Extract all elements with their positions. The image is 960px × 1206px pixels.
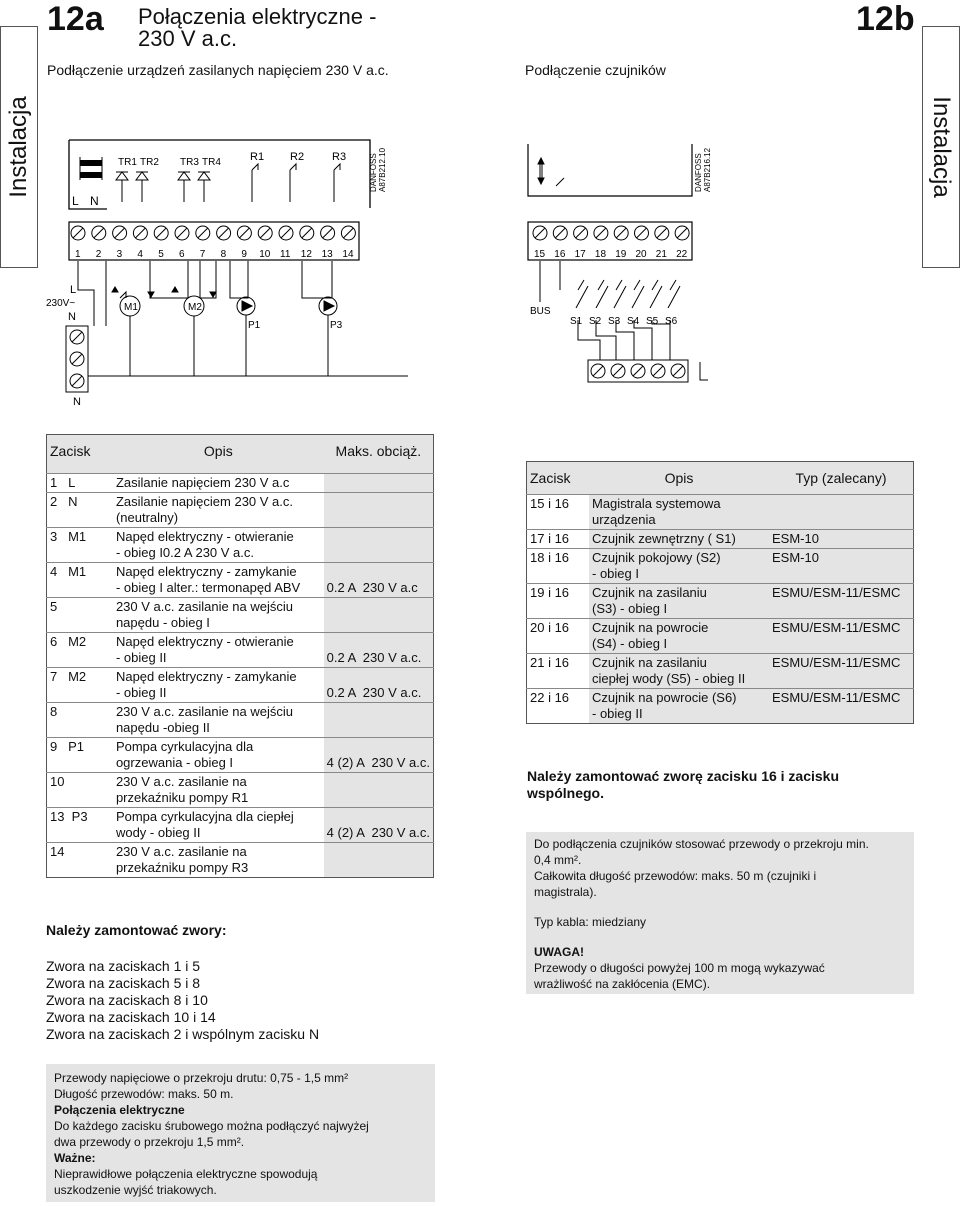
- terminal-number: 13: [321, 249, 333, 260]
- description-cell: [589, 549, 769, 584]
- sensor-type-cell: ESMU/ESM-11/ESMC: [769, 654, 914, 689]
- table-row: [47, 563, 434, 598]
- table-row: [47, 668, 434, 703]
- description-line: 230 V a.c. zasilanie na wejściu: [115, 704, 293, 719]
- table-row: [527, 495, 914, 530]
- sensor-s1-label: S1: [570, 316, 583, 327]
- info-heading: Połączenia elektryczne: [54, 1103, 185, 1117]
- important-label: Ważne:: [54, 1151, 96, 1165]
- terminal-number: 6: [179, 249, 185, 260]
- sensor-terminal-number: 18: [594, 249, 607, 260]
- description-line: Pompa cyrkulacyjna dla: [115, 739, 254, 754]
- terminal-number: 14: [342, 249, 354, 260]
- diagram-code-left-2: A87B212.10: [378, 147, 387, 192]
- table-row: [47, 703, 434, 738]
- description-cell: [113, 738, 324, 773]
- pump-p3-label: P3: [330, 320, 343, 331]
- terminal-cell: 15 i 16: [527, 495, 590, 530]
- jumper-note-right: [527, 768, 839, 802]
- relay-r1-label: R1: [250, 151, 265, 163]
- description-cell: [113, 633, 324, 668]
- table-row: [47, 474, 434, 493]
- terminal-table-devices: [46, 434, 434, 878]
- table-row: [47, 528, 434, 563]
- info-line: dwa przewody o przekroju 1,5 mm².: [54, 1135, 245, 1149]
- table-row: [527, 619, 914, 654]
- terminal-cell: 2 N: [47, 493, 113, 528]
- sensor-terminal-number: 21: [655, 249, 667, 260]
- info-line: Typ kabla: miedziany: [534, 915, 647, 929]
- terminal-cell: 21 i 16: [527, 654, 590, 689]
- description-cell: [113, 563, 324, 598]
- table-row: [527, 689, 914, 724]
- description-line: Czujnik na zasilaniu: [592, 655, 707, 670]
- jumper-item: Zwora na zaciskach 10 i 14: [46, 1009, 216, 1025]
- terminal-cell: 7 M2: [47, 668, 113, 703]
- terminal-cell: 3 M1: [47, 528, 113, 563]
- terminal-cell: 20 i 16: [527, 619, 590, 654]
- description-line: 230 V a.c. zasilanie na: [115, 774, 247, 789]
- description-line: Magistrala systemowa: [592, 496, 721, 511]
- triac-tr2-label: TR2: [140, 157, 159, 168]
- description-line: Czujnik na powrocie: [592, 620, 709, 635]
- diagram-code-right-2: A87B216.12: [703, 147, 712, 192]
- table-header-row: [47, 435, 434, 468]
- description-line: Napęd elektryczny - otwieranie: [115, 634, 294, 649]
- terminal-cell: 19 i 16: [527, 584, 590, 619]
- info-line: uszkodzenie wyjść triakowych.: [54, 1183, 217, 1197]
- terminal-number: 3: [116, 249, 123, 260]
- col-header-opis: Opis: [589, 462, 769, 495]
- description-line: Pompa cyrkulacyjna dla ciepłej: [115, 809, 294, 824]
- subtitle-left: Podłączenie urządzeń zasilanych napięciem 230 V a.c.: [47, 62, 389, 78]
- table-row: [47, 738, 434, 773]
- col-header-opis: Opis: [113, 435, 324, 468]
- description-cell: [589, 619, 769, 654]
- label-N: N: [90, 194, 99, 208]
- sensor-type-cell: ESMU/ESM-11/ESMC: [769, 619, 914, 654]
- max-load-cell: [324, 843, 434, 878]
- max-load-cell: 0.2 A 230 V a.c: [324, 563, 434, 598]
- table-header-row: [527, 462, 914, 495]
- label-L: L: [72, 194, 79, 208]
- terminal-cell: 18 i 16: [527, 549, 590, 584]
- description-cell: [113, 808, 324, 843]
- terminal-cell: 22 i 16: [527, 689, 590, 724]
- max-load-cell: [324, 493, 434, 528]
- description-line: 230 V a.c. zasilanie na wejściu: [115, 599, 293, 614]
- page-number-right: 12b: [856, 0, 915, 38]
- warning-label: UWAGA!: [534, 945, 584, 959]
- terminal-cell: 8: [47, 703, 113, 738]
- description-line: napędu - obieg I: [115, 615, 210, 630]
- table-row: [527, 654, 914, 689]
- sensor-type-cell: ESMU/ESM-11/ESMC: [769, 584, 914, 619]
- triac-tr1-label: TR1: [118, 157, 137, 168]
- info-line: Do każdego zacisku śrubowego można podłączyć najwyżej: [54, 1119, 369, 1133]
- terminal-cell: 13 P3: [47, 808, 113, 843]
- sensor-terminal-number: 15: [534, 249, 546, 260]
- info-line: Nieprawidłowe połączenia elektryczne spowodują: [54, 1167, 318, 1181]
- description-line: Napęd elektryczny - zamykanie: [115, 564, 297, 579]
- description-line: Czujnik zewnętrzny ( S1): [592, 531, 736, 546]
- supply-L-label: L: [70, 284, 77, 296]
- col-header-maks: Maks. obciąż.: [324, 435, 434, 468]
- supply-230v-label: 230V~: [46, 298, 76, 309]
- description-cell: [113, 474, 324, 493]
- sensor-type-cell: ESMU/ESM-11/ESMC: [769, 689, 914, 724]
- description-line: 230 V a.c. zasilanie na: [115, 844, 247, 859]
- jumper-item: Zwora na zaciskach 2 i wspólnym zacisku N: [46, 1026, 320, 1042]
- terminal-number: 2: [95, 249, 102, 260]
- description-cell: [113, 773, 324, 808]
- description-cell: [589, 495, 769, 530]
- sensor-s2-label: S2: [589, 316, 602, 327]
- description-line: przekaźniku pompy R3: [115, 860, 249, 875]
- jumpers-list: [46, 958, 319, 1043]
- terminal-cell: 5: [47, 598, 113, 633]
- info-line: magistrala).: [534, 885, 597, 899]
- sensor-s6-label: S6: [665, 316, 678, 327]
- wiring-diagram-sensors: [520, 130, 720, 390]
- max-load-cell: [324, 773, 434, 808]
- description-cell: [589, 584, 769, 619]
- max-load-cell: [324, 474, 434, 493]
- description-cell: [589, 654, 769, 689]
- description-line: - obieg II: [592, 706, 643, 721]
- description-cell: [113, 703, 324, 738]
- max-load-cell: [324, 528, 434, 563]
- terminal-cell: 4 M1: [47, 563, 113, 598]
- col-header-zacisk: Zacisk: [527, 462, 590, 495]
- sensor-terminal-number: 16: [554, 249, 566, 260]
- terminal-cell: 14: [47, 843, 113, 878]
- table-row: [527, 530, 914, 549]
- side-tab-right: [922, 26, 960, 268]
- description-line: napędu -obieg II: [115, 720, 210, 735]
- description-cell: [113, 528, 324, 563]
- description-line: - obieg I alter.: termonapęd ABV: [115, 580, 301, 595]
- page-title: [138, 6, 376, 50]
- col-header-typ: Typ (zalecany): [769, 462, 914, 495]
- diagram-code-left-1: DANFOSS: [369, 153, 378, 192]
- jumper-note-line1: Należy zamontować zworę zacisku 16 i zacisku: [527, 768, 840, 784]
- sensor-s4-label: S4: [627, 316, 640, 327]
- description-line: przekaźniku pompy R1: [115, 790, 249, 805]
- bottom-n-label: N: [73, 396, 81, 408]
- description-line: - obieg II: [115, 650, 167, 665]
- sensor-type-cell: ESM-10: [769, 530, 914, 549]
- info-line: Przewody napięciowe o przekroju drutu: 0,75 - 1,5 mm²: [54, 1071, 349, 1085]
- info-line: 0,4 mm².: [534, 853, 582, 867]
- table-row: [527, 549, 914, 584]
- max-load-cell: 4 (2) A 230 V a.c.: [324, 808, 434, 843]
- description-line: ciepłej wody (S5) - obieg II: [592, 671, 746, 686]
- terminal-number: 10: [259, 249, 271, 260]
- description-line: (neutralny): [115, 510, 179, 525]
- sensor-type-cell: ESM-10: [769, 549, 914, 584]
- sensor-terminal-number: 19: [615, 249, 627, 260]
- description-line: Czujnik na powrocie (S6): [592, 690, 737, 705]
- col-header-zacisk: Zacisk: [47, 435, 113, 468]
- info-line: wrażliwość na zakłócenia (EMC).: [534, 977, 711, 991]
- description-cell: [113, 668, 324, 703]
- side-tab-left-label: Instalacja: [5, 96, 32, 198]
- info-line: Całkowita długość przewodów: maks. 50 m (czujniki i: [534, 869, 817, 883]
- terminal-number: 8: [220, 249, 227, 260]
- page-number-left: 12a: [47, 0, 104, 38]
- diagram-code-right-1: DANFOSS: [694, 153, 703, 192]
- page-title-line2: 230 V a.c.: [138, 26, 238, 51]
- jumper-item: Zwora na zaciskach 8 i 10: [46, 992, 208, 1008]
- info-line: Do podłączenia czujników stosować przewody o przekroju min.: [534, 837, 869, 851]
- subtitle-right: Podłączenie czujników: [525, 62, 666, 78]
- max-load-cell: [324, 703, 434, 738]
- terminal-number: 9: [241, 249, 247, 260]
- description-line: urządzenia: [592, 512, 656, 527]
- sensor-terminal-number: 20: [635, 249, 647, 260]
- sensor-s5-label: S5: [646, 316, 659, 327]
- max-load-cell: 4 (2) A 230 V a.c.: [324, 738, 434, 773]
- relay-r2-label: R2: [290, 151, 305, 163]
- triac-tr4-label: TR4: [202, 157, 221, 168]
- max-load-cell: [324, 598, 434, 633]
- description-line: - obieg I0.2 A 230 V a.c.: [115, 545, 254, 560]
- description-line: Zasilanie napięciem 230 V a.c.: [115, 494, 293, 509]
- max-load-cell: 0.2 A 230 V a.c.: [324, 668, 434, 703]
- description-cell: [589, 689, 769, 724]
- description-line: wody - obieg II: [115, 825, 201, 840]
- table-row: [47, 843, 434, 878]
- description-cell: [113, 598, 324, 633]
- table-row: [47, 773, 434, 808]
- sensor-type-cell: [769, 495, 914, 530]
- info-line: Przewody o długości powyżej 100 m mogą wykazywać: [534, 961, 825, 975]
- table-row: [47, 598, 434, 633]
- max-load-cell: 0.2 A 230 V a.c.: [324, 633, 434, 668]
- jumper-item: Zwora na zaciskach 5 i 8: [46, 975, 201, 991]
- description-cell: [113, 493, 324, 528]
- description-line: Czujnik pokojowy (S2): [592, 550, 721, 565]
- terminal-number: 5: [158, 249, 164, 260]
- motor-m2-label: M2: [188, 302, 202, 313]
- terminal-number: 4: [137, 249, 143, 260]
- table-row: [47, 633, 434, 668]
- description-line: (S4) - obieg I: [592, 636, 668, 651]
- pump-p1-label: P1: [248, 320, 261, 331]
- jumper-item: Zwora na zaciskach 1 i 5: [46, 958, 201, 974]
- motor-m1-label: M1: [124, 302, 138, 313]
- sensor-s3-label: S3: [608, 316, 621, 327]
- jumpers-title: Należy zamontować zwory:: [46, 922, 227, 938]
- description-line: - obieg II: [115, 685, 167, 700]
- description-line: Zasilanie napięciem 230 V a.c: [115, 475, 290, 490]
- supply-N-label: N: [68, 311, 76, 323]
- description-line: ogrzewania - obieg I: [115, 755, 234, 770]
- triac-tr3-label: TR3: [180, 157, 199, 168]
- sensor-terminal-number: 22: [676, 249, 688, 260]
- terminal-table-sensors: [526, 461, 914, 724]
- description-cell: [589, 530, 769, 549]
- description-line: - obieg I: [592, 566, 639, 581]
- terminal-number: 1: [75, 249, 81, 260]
- terminal-number: 11: [280, 249, 291, 260]
- table-row: [47, 493, 434, 528]
- terminal-cell: 9 P1: [47, 738, 113, 773]
- terminal-number: 12: [300, 249, 312, 260]
- table-row: [47, 808, 434, 843]
- info-line: Długość przewodów: maks. 50 m.: [54, 1087, 234, 1101]
- side-tab-right-label: Instalacja: [928, 96, 955, 198]
- description-line: Czujnik na zasilaniu: [592, 585, 707, 600]
- sensor-wiring-info-box: [526, 832, 914, 994]
- bus-label: BUS: [530, 306, 551, 317]
- table-row: [527, 584, 914, 619]
- relay-r3-label: R3: [332, 151, 347, 163]
- description-line: (S3) - obieg I: [592, 601, 668, 616]
- description-cell: [113, 843, 324, 878]
- page-title-line1: Połączenia elektryczne -: [138, 4, 377, 29]
- power-wiring-info-box: [46, 1064, 435, 1202]
- terminal-cell: 10: [47, 773, 113, 808]
- jumper-note-line2: wspólnego.: [527, 785, 604, 801]
- side-tab-left: [0, 26, 38, 268]
- wiring-diagram-devices: [40, 130, 420, 410]
- description-line: Napęd elektryczny - zamykanie: [115, 669, 297, 684]
- terminal-number: 7: [199, 249, 206, 260]
- terminal-cell: 17 i 16: [527, 530, 590, 549]
- description-line: Napęd elektryczny - otwieranie: [115, 529, 294, 544]
- terminal-cell: 6 M2: [47, 633, 113, 668]
- sensor-terminal-number: 17: [574, 249, 586, 260]
- terminal-cell: 1 L: [47, 474, 113, 493]
